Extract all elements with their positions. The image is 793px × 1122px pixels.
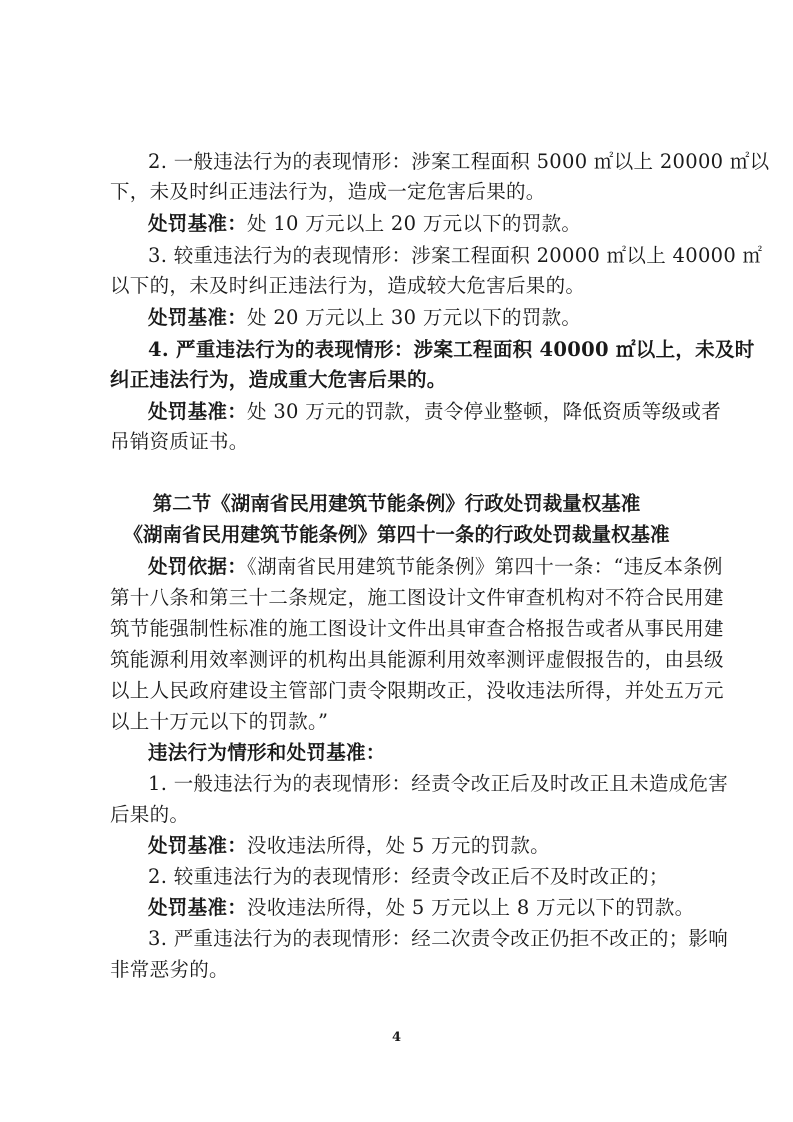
paragraph-severe-violation-line2: 纠正违法行为，造成重大危害后果的。 xyxy=(110,368,447,391)
penalty-standard-serious xyxy=(148,306,690,330)
penalty-standard-severe-line1 xyxy=(148,400,722,424)
penalty-text: 处 10 万元以上 20 万元以下的罚款。 xyxy=(247,212,582,235)
situation-severe-line2: 非常恶劣的。 xyxy=(110,958,229,981)
penalty-label: 处罚基准： xyxy=(148,400,248,423)
paragraph-severe-violation-line1: 4. 严重违法行为的表现情形：涉案工程面积 40000 ㎡以上，未及时 xyxy=(148,338,755,361)
penalty-label: 处罚基准： xyxy=(148,834,248,857)
penalty-basis-line1 xyxy=(148,555,723,579)
paragraph-general-violation-line1: 2. 一般违法行为的表现情形：涉案工程面积 5000 ㎡以上 20000 ㎡以 xyxy=(148,150,770,173)
penalty-standard-severe-line2: 吊销资质证书。 xyxy=(110,430,249,453)
penalty-label: 处罚基准： xyxy=(148,212,248,235)
penalty-label: 处罚基准： xyxy=(148,896,248,919)
penalty-text: 处 20 万元以上 30 万元以下的罚款。 xyxy=(247,306,582,329)
penalty-basis-line5: 以上人民政府建设主管部门责令限期改正，没收违法所得，并处五万元 xyxy=(110,679,724,702)
penalty-label: 处罚基准： xyxy=(148,306,248,329)
basis-label: 处罚依据： xyxy=(148,555,248,578)
situation-severe-line1: 3. 严重违法行为的表现情形：经二次责令改正仍拒不改正的；影响 xyxy=(148,927,729,950)
page-number: 4 xyxy=(391,1030,402,1045)
paragraph-serious-violation-line2: 以下的，未及时纠正违法行为，造成较大危害后果的。 xyxy=(110,274,586,297)
penalty-text: 没收违法所得，处 5 万元以上 8 万元以下的罚款。 xyxy=(247,896,695,919)
penalty-basis-line6: 以上十万元以下的罚款。” xyxy=(110,710,329,733)
penalty-basis-line2: 第十八条和第三十二条规定，施工图设计文件审查机构对不符合民用建 xyxy=(110,586,724,609)
penalty-basis-line3: 筑节能强制性标准的施工图设计文件出具审查合格报告或者从事民用建 xyxy=(110,617,724,640)
situation-serious-line1: 2. 较重违法行为的表现情形：经责令改正后不及时改正的； xyxy=(148,865,669,888)
situation-general-line2: 后果的。 xyxy=(110,803,190,826)
paragraph-general-violation-line2: 下，未及时纠正违法行为，造成一定危害后果的。 xyxy=(110,180,546,203)
penalty-standard-general xyxy=(148,212,690,236)
penalty-basis-line4: 筑能源利用效率测评的机构出具能源利用效率测评虚假报告的，由县级 xyxy=(110,648,724,671)
situations-heading: 违法行为情形和处罚基准： xyxy=(148,741,386,764)
basis-text: 《湖南省民用建筑节能条例》第四十一条：“违反本条例 xyxy=(247,555,723,578)
section-title: 第二节《湖南省民用建筑节能条例》行政处罚裁量权基准 xyxy=(152,492,641,515)
situation-serious-penalty xyxy=(148,896,695,920)
penalty-text: 没收违法所得，处 5 万元的罚款。 xyxy=(247,834,550,857)
situation-general-line1: 1. 一般违法行为的表现情形：经责令改正后及时改正且未造成危害 xyxy=(148,772,729,795)
article-title: 《湖南省民用建筑节能条例》第四十一条的行政处罚裁量权基准 xyxy=(123,523,670,546)
paragraph-serious-violation-line1: 3. 较重违法行为的表现情形：涉案工程面积 20000 ㎡以上 40000 ㎡ xyxy=(148,244,763,267)
penalty-text: 处 30 万元的罚款，责令停业整顿，降低资质等级或者 xyxy=(247,400,722,423)
situation-general-penalty xyxy=(148,834,690,858)
